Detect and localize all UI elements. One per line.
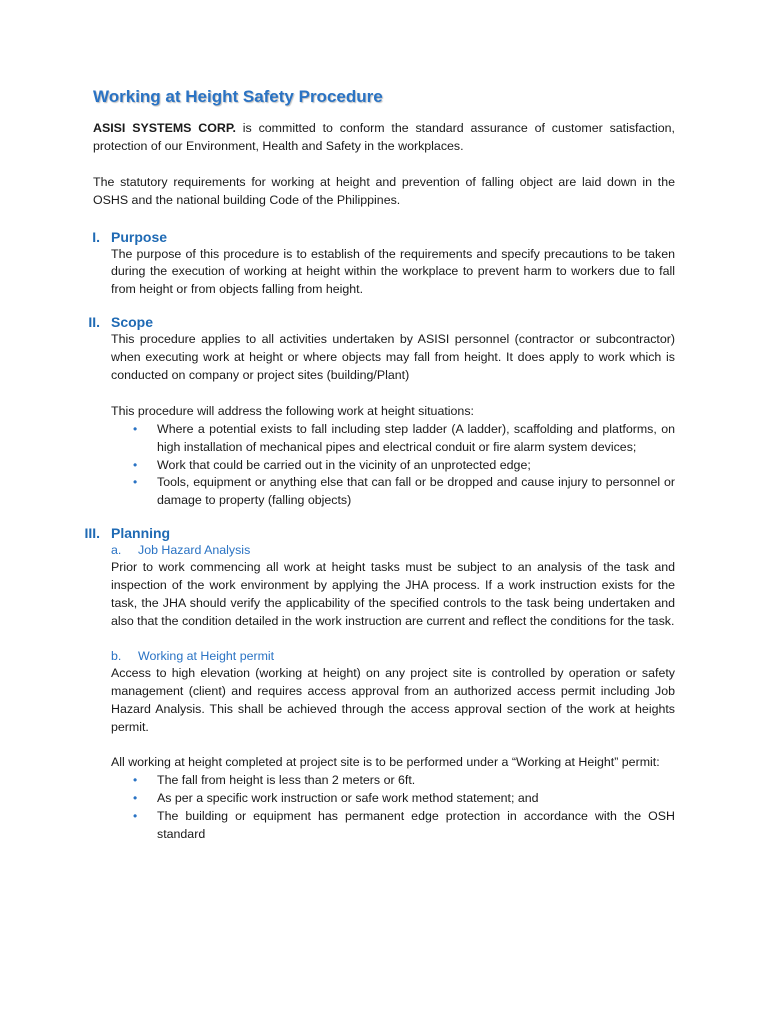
scope-bullet-list — [111, 421, 675, 511]
section-numeral: II. — [88, 314, 100, 331]
subsection-letter: a. — [111, 543, 122, 558]
section-heading — [84, 524, 675, 542]
section-title: Purpose — [111, 228, 168, 245]
bullet-icon: • — [133, 421, 138, 436]
section-title: Planning — [111, 525, 171, 542]
jha-text: Prior to work commencing all work at height tasks must be subject to an analysis of the task and inspection of the work environment by applying the JHA process. If a work instruction exists for the task, the JHA should verify the applicability of the specified controls to the task being undertaken and also that the condition detailed in the work instruction are current and reflect the conditions for the task. — [111, 560, 675, 628]
subsection-label: Job Hazard Analysis — [138, 543, 251, 558]
list-item: • Work that could be carried out in the vicinity of an unprotected edge; — [111, 457, 675, 475]
purpose-text: The purpose of this procedure is to establish of the requirements and specify precautions to be taken during the execution of working at height within the workplace to prevent harm to workers due to fall from height or from objects falling from height. — [111, 246, 675, 297]
list-item: • The building or equipment has permanent edge protection in accordance with the OSH standard — [133, 809, 675, 842]
bullet-icon: • — [133, 809, 138, 824]
document-content — [84, 86, 675, 858]
subsection-letter: b. — [111, 648, 122, 663]
scope-text-1: This procedure applies to all activities undertaken by ASISI personnel (contractor or subcontractor) when executing work at height or where objects may fall from height. It does apply to work which is conducted on company or project sites (building/Plant) — [111, 332, 675, 383]
permit-text-1: Access to high elevation (working at height) on any project site is controlled by operation or safety management (client) and requires access approval from an authorized access permit including Job Hazard Analysis. This shall be achieved through the access approval section of the work at heights permit. — [111, 665, 675, 734]
list-item: • Tools, equipment or anything else that can fall or be dropped and cause injury to personnel or damage to property (falling objects) — [133, 475, 675, 508]
section-numeral: I. — [92, 228, 100, 245]
bullet-icon: • — [133, 773, 138, 788]
company-name: ASISI SYSTEMS CORP. — [93, 121, 236, 135]
intro-paragraph-2: The statutory requirements for working at height and prevention of falling object are laid down in the OSHS and the national building Code of the Philippines. — [93, 174, 675, 207]
section-scope — [88, 313, 675, 510]
bullet-icon: • — [133, 791, 138, 806]
section-heading — [93, 228, 675, 246]
list-item: • Where a potential exists to fall including step ladder (A ladder), scaffolding and platforms, on high installation of mechanical pipes and electrical conduit or fire alarm system devices; — [133, 421, 675, 454]
subsection-label: Working at Height permit — [138, 648, 275, 663]
section-planning — [84, 524, 675, 844]
section-heading — [88, 313, 675, 331]
permit-bullet-list — [111, 772, 675, 844]
section-title: Scope — [111, 314, 154, 331]
intro-paragraph-1-text: is committed to conform the standard assurance of customer satisfaction, protection of our Environment, Health and Safety in the workplaces. — [93, 121, 675, 153]
list-item: • As per a specific work instruction or safe work method statement; and — [111, 790, 675, 808]
section-numeral: III. — [84, 525, 100, 542]
section-purpose — [93, 228, 675, 300]
bullet-icon: • — [133, 475, 138, 490]
intro-paragraph-1 — [93, 120, 675, 156]
subsection-heading-permit — [111, 648, 675, 665]
permit-text-2: All working at height completed at project site is to be performed under a “Working at Height” permit: — [111, 755, 660, 770]
document-title: Working at Height Safety Procedure — [93, 87, 383, 106]
list-item: • The fall from height is less than 2 meters or 6ft. — [111, 772, 675, 790]
scope-text-2: This procedure will address the following work at height situations: — [111, 403, 474, 418]
subsection-heading-jha — [111, 542, 675, 559]
bullet-icon: • — [133, 457, 138, 472]
